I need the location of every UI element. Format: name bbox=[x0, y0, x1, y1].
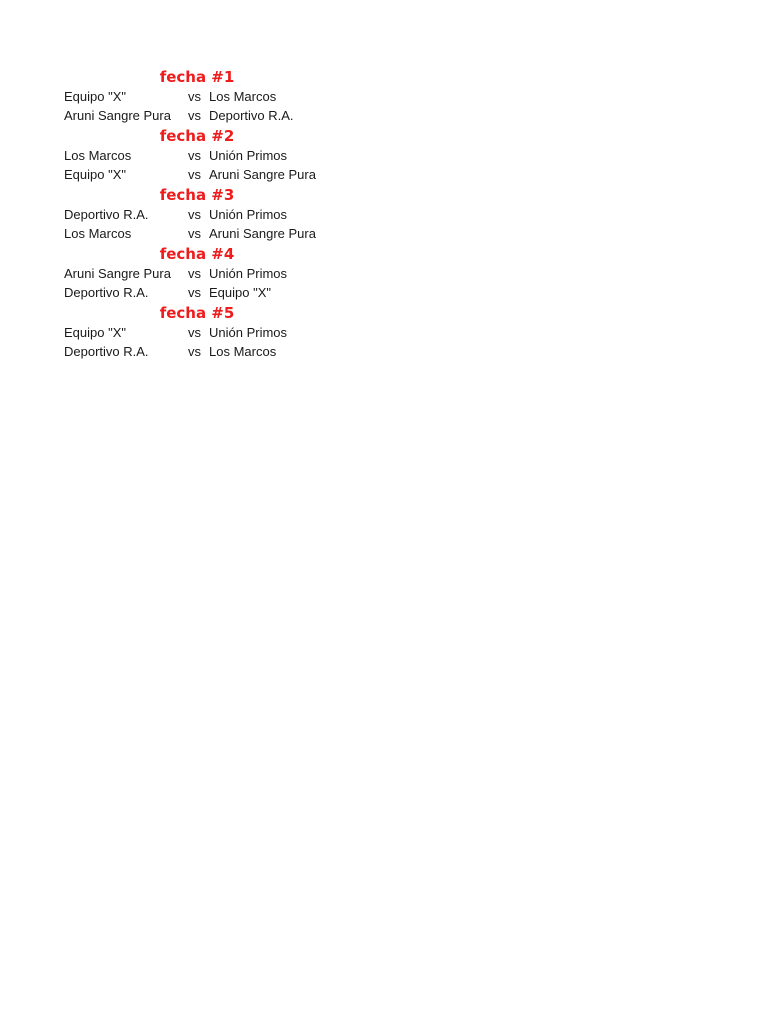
match-row bbox=[64, 166, 384, 184]
round-5 bbox=[64, 302, 384, 361]
round-1 bbox=[64, 66, 384, 125]
away-team: Los Marcos bbox=[209, 344, 277, 359]
round-2 bbox=[64, 125, 384, 184]
match-row bbox=[64, 147, 384, 165]
round-3 bbox=[64, 184, 384, 243]
vs-label: vs bbox=[188, 344, 201, 359]
away-team: Aruni Sangre Pura bbox=[209, 226, 316, 241]
home-team: Aruni Sangre Pura bbox=[64, 266, 171, 281]
away-team: Unión Primos bbox=[209, 148, 288, 163]
home-team: Deportivo R.A. bbox=[64, 207, 149, 222]
match-row bbox=[64, 107, 384, 125]
match-row bbox=[64, 88, 384, 106]
match-row bbox=[64, 206, 384, 224]
vs-label: vs bbox=[188, 285, 201, 300]
vs-label: vs bbox=[188, 266, 201, 281]
vs-label: vs bbox=[188, 108, 201, 123]
home-team: Equipo "X" bbox=[64, 325, 126, 340]
away-team: Unión Primos bbox=[209, 207, 288, 222]
round-title: fecha #4 bbox=[159, 245, 235, 263]
away-team: Aruni Sangre Pura bbox=[209, 167, 316, 182]
home-team: Deportivo R.A. bbox=[64, 344, 149, 359]
away-team: Unión Primos bbox=[209, 325, 288, 340]
vs-label: vs bbox=[188, 325, 201, 340]
match-row bbox=[64, 284, 384, 302]
vs-label: vs bbox=[188, 167, 201, 182]
round-4 bbox=[64, 243, 384, 302]
match-row bbox=[64, 324, 384, 342]
match-row bbox=[64, 225, 384, 243]
home-team: Los Marcos bbox=[64, 148, 132, 163]
away-team: Equipo "X" bbox=[209, 285, 271, 300]
vs-label: vs bbox=[188, 207, 201, 222]
home-team: Equipo "X" bbox=[64, 89, 126, 104]
home-team: Aruni Sangre Pura bbox=[64, 108, 171, 123]
home-team: Deportivo R.A. bbox=[64, 285, 149, 300]
vs-label: vs bbox=[188, 89, 201, 104]
away-team: Unión Primos bbox=[209, 266, 288, 281]
round-title: fecha #3 bbox=[159, 186, 235, 204]
home-team: Los Marcos bbox=[64, 226, 132, 241]
match-row bbox=[64, 265, 384, 283]
fixture-schedule bbox=[64, 66, 384, 361]
vs-label: vs bbox=[188, 226, 201, 241]
round-title: fecha #2 bbox=[159, 127, 235, 145]
vs-label: vs bbox=[188, 148, 201, 163]
round-title: fecha #1 bbox=[159, 68, 235, 86]
match-row bbox=[64, 343, 384, 361]
away-team: Los Marcos bbox=[209, 89, 277, 104]
round-title: fecha #5 bbox=[159, 304, 235, 322]
away-team: Deportivo R.A. bbox=[209, 108, 294, 123]
home-team: Equipo "X" bbox=[64, 167, 126, 182]
